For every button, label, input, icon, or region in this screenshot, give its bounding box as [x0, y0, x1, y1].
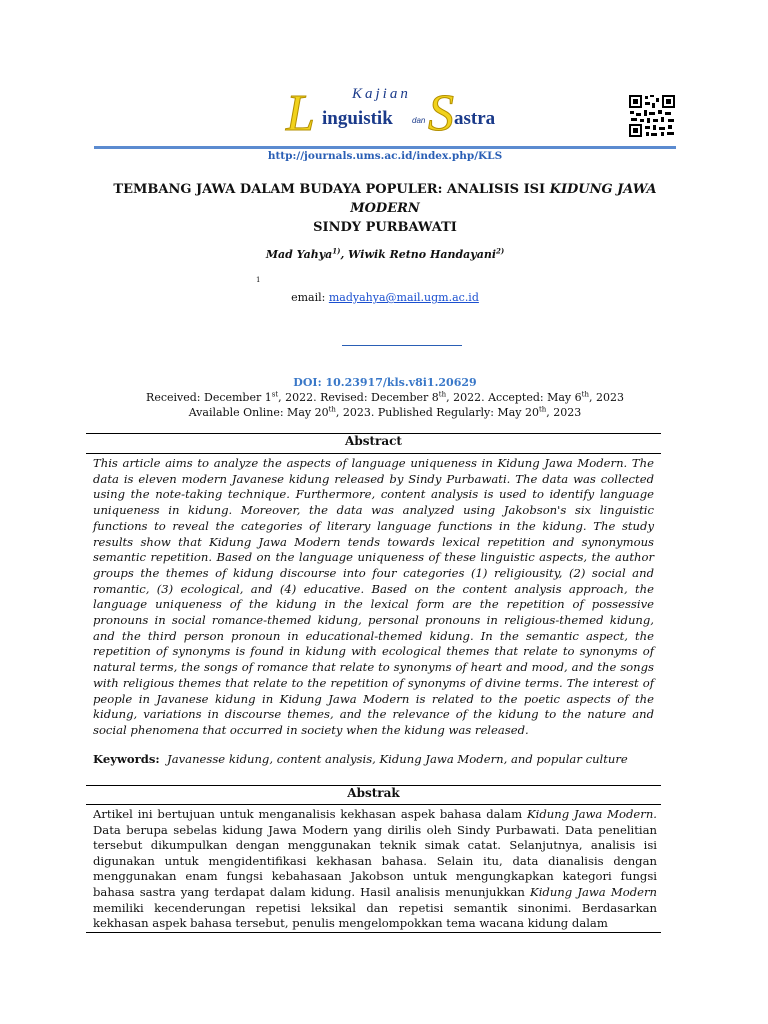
- logo-sastra-text: astra: [454, 108, 496, 129]
- keywords-label: Keywords:: [93, 752, 160, 766]
- email-link[interactable]: madyahya@mail.ugm.ac.id: [328, 291, 479, 304]
- accepted-year: , 2023: [588, 391, 624, 404]
- journal-url-link[interactable]: http://journals.ums.ac.id/index.php/KLS: [267, 150, 503, 162]
- publication-dates: [94, 390, 676, 420]
- abstrak-heading: Abstrak: [347, 786, 400, 800]
- author-1-mark: 1): [332, 246, 341, 256]
- abstrak-italic-2: Kidung Jawa Modern: [530, 884, 657, 899]
- affiliation-mark: 1: [256, 276, 261, 284]
- regular-date: , 2023. Published Regularly: May 20: [335, 406, 539, 419]
- abstract-text: This article aims to analyze the aspects of language uniqueness in Kidung Jawa Modern. The data is eleven modern Javanese kidung released by Sindy Purbawati. The data was collected using the note-taking technique. Furthermore, content analysis is used to identify language uniqueness in kidung. Moreover, the data was analyzed using Jakobson's six linguistic functions to reveal the categories of literary language functions in the kidung. The study results show that Kidung Jawa Modern tends towards lexical repetition and synonymous semantic repetition. Based on the language uniqueness of these linguistic aspects, the author groups the themes of kidung discourse into four categories (1) religiousity, (2) social and romantic, (3) ecological, and (4) educative. Based on the content analysis approach, the language uniqueness of the kidung in the lexical form are the repetition of possessive pronouns in social romance-themed kidung, personal pronouns in religious-themed kidung, and the third person pronoun in educational-themed kidung. In the semantic aspect, the repetition of synonyms is found in kidung with ecological themes that relate to synonyms of natural terms, the songs of romance that relate to synonyms of heart and mood, and the songs with religious themes that relate to the repetition of synonyms of divine terms. The interest of people in Javanese kidung in Kidung Jawa Modern is related to the poetic aspects of the kidung, variations in discourse themes, and the relevance of the kidung to the nature and social phenomena that occurred in society when the kidung was released.: [93, 456, 654, 737]
- abstrak-italic-1: Kidung Jawa Modern.: [526, 807, 657, 821]
- abstrak-bottom-rule: [86, 932, 661, 933]
- title-line1-italic: KIDUNG JAWA MODERN: [350, 182, 657, 216]
- short-divider: [342, 345, 462, 346]
- authors-line: [94, 248, 676, 261]
- email-line: [94, 291, 676, 304]
- article-title: [94, 180, 676, 237]
- keywords-line: [93, 752, 658, 766]
- author-1: Mad Yahya: [265, 248, 333, 261]
- accepted-date: , 2022. Accepted: May 6: [446, 391, 582, 404]
- logo-dan-text: dan: [412, 116, 426, 125]
- online-sup: th: [328, 405, 336, 414]
- revised-sup: th: [438, 390, 447, 399]
- keywords-text: Javanesse kidung, content analysis, Kidung Jawa Modern, and popular culture: [167, 752, 628, 766]
- abstrak-part-1: Artikel ini bertujuan untuk menganalisis kekhasan aspek bahasa dalam: [93, 807, 527, 821]
- abstrak-part-3: memiliki kecenderungan repetisi leksikal dan repetisi semantik sinonimi. Berdasarkan kekhasan aspek bahasa tersebut, penulis mengelompokkan tema wacana kidung dalam: [93, 900, 657, 931]
- logo-big-s: S: [428, 85, 454, 142]
- email-label: email:: [291, 291, 329, 304]
- regular-year: , 2023: [546, 406, 582, 419]
- logo-big-l: L: [286, 85, 315, 142]
- received-sup: st: [271, 390, 279, 399]
- logo-kajian-text: Kajian: [352, 86, 411, 102]
- abstract-heading-rule: [86, 453, 661, 454]
- author-2-mark: 2): [496, 246, 505, 256]
- abstract-heading: Abstract: [345, 434, 402, 448]
- title-line1-plain: TEMBANG JAWA DALAM BUDAYA POPULER: ANALISIS ISI: [113, 182, 550, 197]
- qr-code-icon: [628, 94, 676, 138]
- accepted-sup: th: [581, 390, 589, 399]
- logo-linguistik-text: inguistik: [322, 108, 393, 129]
- title-line2: SINDY PURBAWATI: [313, 220, 457, 235]
- regular-sup: th: [538, 405, 547, 414]
- abstrak-heading-rule: [86, 804, 661, 805]
- author-2: Wiwik Retno Handayani: [348, 248, 496, 261]
- doi-link[interactable]: DOI: 10.23917/kls.v8i1.20629: [293, 376, 477, 389]
- journal-logo: [286, 86, 516, 146]
- received-date: Received: December 1: [146, 391, 272, 404]
- abstrak-text: [93, 807, 657, 931]
- revised-date: , 2022. Revised: December 8: [278, 391, 439, 404]
- author-separator: ,: [340, 248, 349, 261]
- online-date: Available Online: May 20: [188, 406, 329, 419]
- abstrak-part-2: Data berupa sebelas kidung Jawa Modern yang dirilis oleh Sindy Purbawati. Data penelitian tersebut dikumpulkan dengan menggunakan teknik simak catat. Selanjutnya, analisis isi digunakan untuk mengidentifikasi kekhasan bahasa. Selain itu, data dianalisis dengan menggunakan enam fungsi kebahasaan Jakobson untuk mengungkapkan kategori fungsi bahasa sastra yang terdapat dalam kidung. Hasil analisis menunjukkan: [93, 822, 657, 899]
- header-divider: [94, 146, 676, 149]
